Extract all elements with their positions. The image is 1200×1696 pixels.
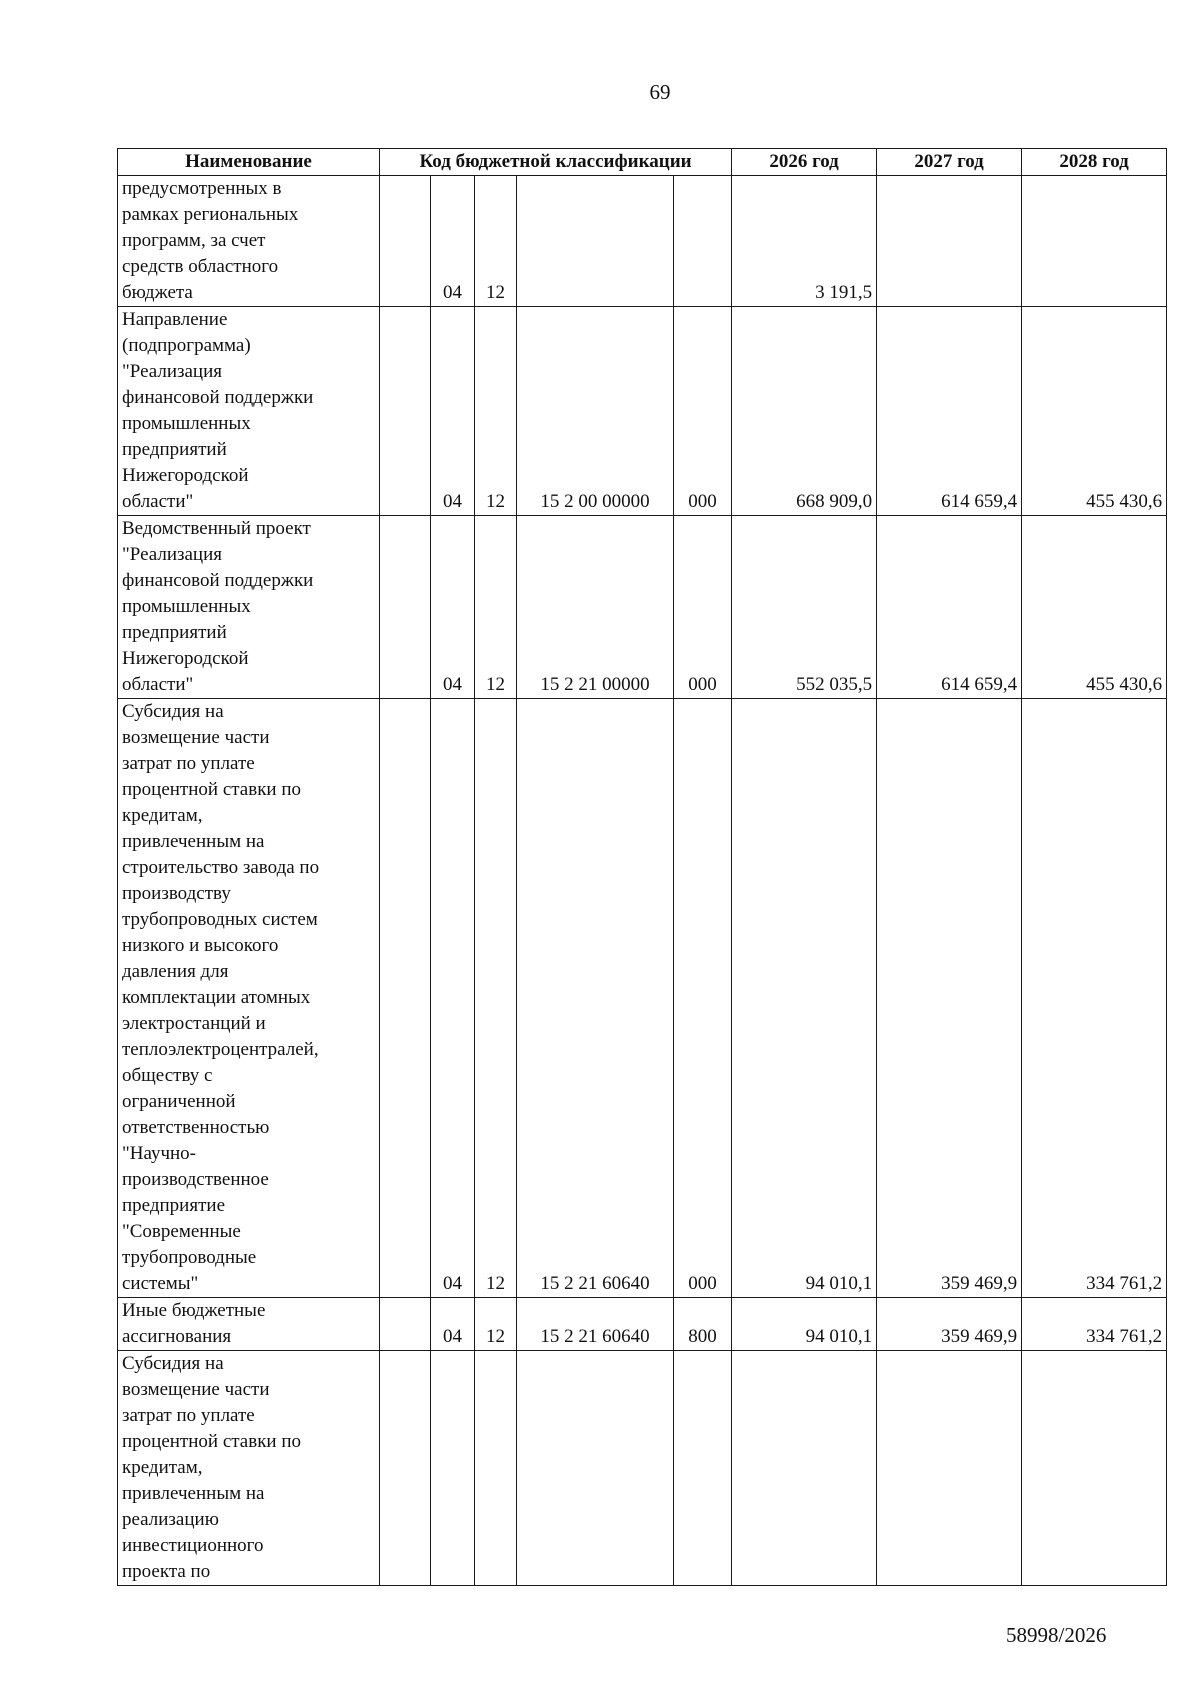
row-name-cell (118, 1351, 380, 1586)
code-cell-subsection (475, 1351, 517, 1586)
row-name-line: реализацию (122, 1509, 219, 1530)
row-name-line: финансовой поддержки (122, 570, 314, 591)
value-2028-cell: 334 761,2 (1022, 699, 1167, 1298)
value-2028-cell: 455 430,6 (1022, 307, 1167, 516)
table-row (118, 307, 1167, 516)
table-row (118, 176, 1167, 307)
row-name-line: инвестиционного (122, 1535, 264, 1556)
value-2028-cell: 455 430,6 (1022, 516, 1167, 699)
row-name-cell (118, 699, 380, 1298)
value-2027-cell: 614 659,4 (877, 516, 1022, 699)
code-cell-subsection: 12 (475, 699, 517, 1298)
row-name-line: области" (122, 674, 194, 695)
code-cell-section (431, 1351, 475, 1586)
row-name-line: рамках региональных (122, 204, 299, 225)
row-name-line: привлеченным на (122, 831, 265, 852)
value-2026-cell: 3 191,5 (732, 176, 877, 307)
row-name-line: производственное (122, 1169, 269, 1190)
value-2027-cell: 614 659,4 (877, 307, 1022, 516)
code-cell-section: 04 (431, 1298, 475, 1351)
code-cell-section: 04 (431, 176, 475, 307)
row-name-line: финансовой поддержки (122, 387, 314, 408)
row-name-line: ассигнования (122, 1326, 232, 1347)
code-cell-expense-type (674, 1351, 732, 1586)
value-2026-cell (732, 1351, 877, 1586)
row-name-line: предприятий (122, 439, 227, 460)
code-cell-expense-type: 000 (674, 307, 732, 516)
value-2027-cell: 359 469,9 (877, 699, 1022, 1298)
row-name-line: системы" (122, 1273, 199, 1294)
row-name-line: возмещение части (122, 1379, 270, 1400)
row-name-line: кредитам, (122, 805, 203, 826)
code-cell-section: 04 (431, 699, 475, 1298)
row-name-line: промышленных (122, 596, 251, 617)
code-cell-0 (380, 699, 431, 1298)
header-2027: 2027 год (877, 149, 1022, 176)
code-cell-subsection: 12 (475, 176, 517, 307)
row-name-line: "Реализация (122, 361, 223, 382)
header-2028: 2028 год (1022, 149, 1167, 176)
row-name-line: предусмотренных в (122, 178, 282, 199)
row-name-line: привлеченным на (122, 1483, 265, 1504)
row-name-line: электростанций и (122, 1013, 266, 1034)
row-name-line: затрат по уплате (122, 1405, 255, 1426)
value-2028-cell (1022, 176, 1167, 307)
row-name-line: строительство завода по (122, 857, 320, 878)
code-cell-target: 15 2 00 00000 (517, 307, 674, 516)
row-name-line: комплектации атомных (122, 987, 311, 1008)
row-name-line: трубопроводных систем (122, 909, 318, 930)
code-cell-0 (380, 176, 431, 307)
code-cell-subsection: 12 (475, 307, 517, 516)
row-name-line: возмещение части (122, 727, 270, 748)
row-name-line: "Научно- (122, 1143, 196, 1164)
table-row (118, 1298, 1167, 1351)
row-name-line: "Реализация (122, 544, 223, 565)
code-cell-subsection: 12 (475, 516, 517, 699)
header-2026: 2026 год (732, 149, 877, 176)
row-name-line: промышленных (122, 413, 251, 434)
code-cell-expense-type: 000 (674, 516, 732, 699)
row-name-line: производству (122, 883, 231, 904)
row-name-line: "Современные (122, 1221, 241, 1242)
row-name-cell (118, 1298, 380, 1351)
value-2027-cell (877, 1351, 1022, 1586)
code-cell-target: 15 2 21 00000 (517, 516, 674, 699)
row-name-line: кредитам, (122, 1457, 203, 1478)
row-name-line: низкого и высокого (122, 935, 279, 956)
row-name-line: процентной ставки по (122, 1431, 302, 1452)
budget-table (117, 148, 1167, 1586)
code-cell-expense-type (674, 176, 732, 307)
row-name-line: обществу с (122, 1065, 213, 1086)
value-2027-cell: 359 469,9 (877, 1298, 1022, 1351)
code-cell-expense-type: 000 (674, 699, 732, 1298)
value-2028-cell (1022, 1351, 1167, 1586)
value-2026-cell: 552 035,5 (732, 516, 877, 699)
row-name-line: трубопроводные (122, 1247, 257, 1268)
row-name-cell (118, 176, 380, 307)
header-code: Код бюджетной классификации (380, 149, 732, 176)
row-name-line: предприятий (122, 622, 227, 643)
row-name-line: ограниченной (122, 1091, 236, 1112)
value-2027-cell (877, 176, 1022, 307)
value-2026-cell: 94 010,1 (732, 1298, 877, 1351)
code-cell-section: 04 (431, 516, 475, 699)
row-name-line: затрат по уплате (122, 753, 255, 774)
value-2026-cell: 94 010,1 (732, 699, 877, 1298)
row-name-line: давления для (122, 961, 229, 982)
row-name-line: Ведомственный проект (122, 518, 311, 539)
code-cell-0 (380, 307, 431, 516)
code-cell-expense-type: 800 (674, 1298, 732, 1351)
row-name-line: теплоэлектроцентралей, (122, 1039, 319, 1060)
table-row (118, 1351, 1167, 1586)
table-row (118, 516, 1167, 699)
value-2026-cell: 668 909,0 (732, 307, 877, 516)
value-2028-cell: 334 761,2 (1022, 1298, 1167, 1351)
row-name-line: Нижегородской (122, 648, 249, 669)
table-body (118, 176, 1167, 1586)
row-name-line: программ, за счет (122, 230, 266, 251)
row-name-line: ответственностью (122, 1117, 270, 1138)
row-name-line: области" (122, 491, 194, 512)
code-cell-target (517, 1351, 674, 1586)
row-name-line: бюджета (122, 282, 193, 303)
row-name-line: Направление (122, 309, 228, 330)
row-name-cell (118, 307, 380, 516)
code-cell-target: 15 2 21 60640 (517, 1298, 674, 1351)
table-header-row (118, 149, 1167, 176)
header-name: Наименование (118, 149, 380, 176)
code-cell-subsection: 12 (475, 1298, 517, 1351)
page-number: 69 (649, 80, 671, 104)
row-name-line: средств областного (122, 256, 279, 277)
code-cell-target: 15 2 21 60640 (517, 699, 674, 1298)
document-number: 58998/2026 (1006, 1623, 1107, 1647)
row-name-line: Субсидия на (122, 1353, 224, 1374)
row-name-line: процентной ставки по (122, 779, 302, 800)
table-row (118, 699, 1167, 1298)
row-name-line: проекта по (122, 1561, 211, 1582)
row-name-line: (подпрограмма) (122, 335, 251, 356)
row-name-cell (118, 516, 380, 699)
row-name-line: Иные бюджетные (122, 1300, 266, 1321)
row-name-line: Нижегородской (122, 465, 249, 486)
code-cell-0 (380, 1298, 431, 1351)
code-cell-target (517, 176, 674, 307)
code-cell-0 (380, 1351, 431, 1586)
code-cell-0 (380, 516, 431, 699)
row-name-line: предприятие (122, 1195, 225, 1216)
code-cell-section: 04 (431, 307, 475, 516)
row-name-line: Субсидия на (122, 701, 224, 722)
